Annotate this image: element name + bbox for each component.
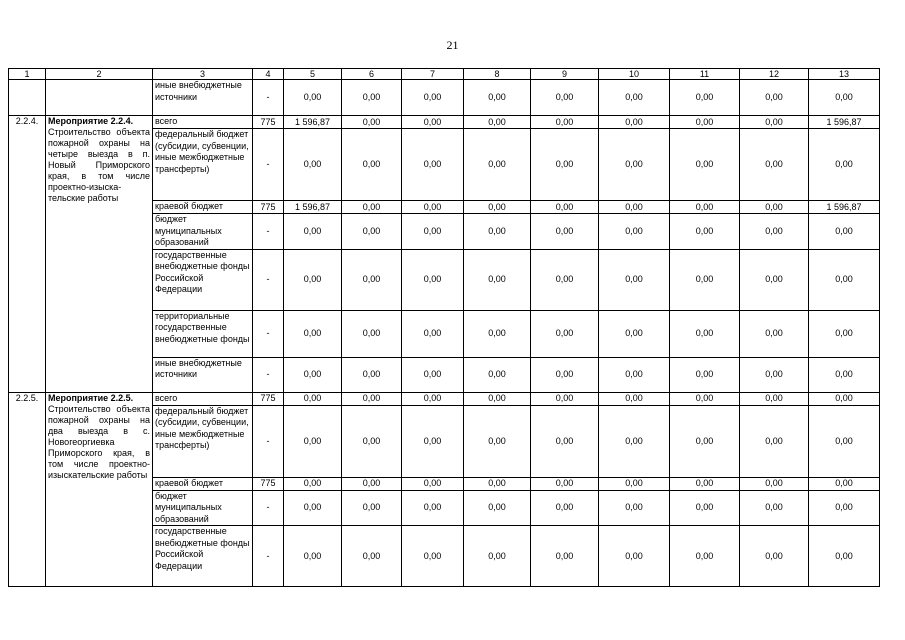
amount-cell: 0,00: [809, 80, 880, 116]
funding-source: бюджет муниципальных образований: [153, 490, 253, 526]
amount-cell: 0,00: [531, 357, 599, 392]
amount-cell: 0,00: [464, 116, 531, 129]
amount-cell: 0,00: [464, 80, 531, 116]
budget-code: -: [253, 310, 284, 357]
amount-cell: 0,00: [402, 201, 464, 214]
column-header: 3: [153, 69, 253, 80]
amount-cell: 0,00: [464, 129, 531, 201]
column-header: 9: [531, 69, 599, 80]
amount-cell: 0,00: [531, 116, 599, 129]
amount-cell: 0,00: [284, 526, 342, 587]
amount-cell: 0,00: [464, 405, 531, 477]
amount-cell: 0,00: [809, 214, 880, 250]
funding-source: государственные внебюджетные фонды Российской Федерации: [153, 526, 253, 587]
amount-cell: 1 596,87: [284, 116, 342, 129]
amount-cell: 0,00: [531, 526, 599, 587]
amount-cell: 0,00: [599, 490, 670, 526]
budget-code: 775: [253, 116, 284, 129]
activity-description: [46, 392, 153, 587]
amount-cell: 0,00: [402, 80, 464, 116]
amount-cell: 0,00: [740, 490, 809, 526]
amount-cell: 1 596,87: [809, 116, 880, 129]
funding-source: иные внебюджетные источники: [153, 357, 253, 392]
budget-code: -: [253, 526, 284, 587]
amount-cell: 0,00: [740, 249, 809, 310]
amount-cell: 0,00: [464, 214, 531, 250]
amount-cell: 0,00: [402, 129, 464, 201]
amount-cell: 0,00: [599, 249, 670, 310]
column-header: 6: [342, 69, 402, 80]
amount-cell: 0,00: [670, 405, 740, 477]
amount-cell: 0,00: [284, 310, 342, 357]
amount-cell: 0,00: [670, 249, 740, 310]
funding-source: иные внебюджетные источники: [153, 80, 253, 116]
amount-cell: 0,00: [284, 490, 342, 526]
amount-cell: 0,00: [402, 526, 464, 587]
amount-cell: 0,00: [809, 129, 880, 201]
amount-cell: 0,00: [531, 392, 599, 405]
funding-source: краевой бюджет: [153, 477, 253, 490]
amount-cell: 0,00: [342, 80, 402, 116]
amount-cell: 0,00: [464, 526, 531, 587]
header-row: [9, 69, 880, 80]
amount-cell: 0,00: [531, 249, 599, 310]
amount-cell: 0,00: [284, 129, 342, 201]
amount-cell: 0,00: [740, 526, 809, 587]
budget-code: -: [253, 80, 284, 116]
amount-cell: 0,00: [599, 80, 670, 116]
amount-cell: 0,00: [402, 310, 464, 357]
amount-cell: 0,00: [670, 490, 740, 526]
amount-cell: 0,00: [464, 392, 531, 405]
amount-cell: 0,00: [599, 129, 670, 201]
budget-code: 775: [253, 477, 284, 490]
amount-cell: 0,00: [740, 201, 809, 214]
column-header: 5: [284, 69, 342, 80]
amount-cell: 0,00: [599, 526, 670, 587]
amount-cell: 0,00: [670, 357, 740, 392]
activity-id: 2.2.4.: [9, 116, 46, 393]
amount-cell: 0,00: [670, 214, 740, 250]
amount-cell: 0,00: [531, 490, 599, 526]
amount-cell: 0,00: [531, 201, 599, 214]
amount-cell: 0,00: [402, 116, 464, 129]
amount-cell: 0,00: [342, 310, 402, 357]
amount-cell: 0,00: [342, 249, 402, 310]
funding-source: всего: [153, 392, 253, 405]
amount-cell: 0,00: [531, 80, 599, 116]
amount-cell: 0,00: [809, 477, 880, 490]
amount-cell: 0,00: [284, 357, 342, 392]
amount-cell: 0,00: [809, 526, 880, 587]
amount-cell: 0,00: [670, 477, 740, 490]
amount-cell: 0,00: [531, 477, 599, 490]
amount-cell: 0,00: [740, 477, 809, 490]
amount-cell: 1 596,87: [284, 201, 342, 214]
amount-cell: 0,00: [740, 392, 809, 405]
amount-cell: 0,00: [342, 477, 402, 490]
column-header: 13: [809, 69, 880, 80]
amount-cell: 0,00: [740, 80, 809, 116]
budget-code: -: [253, 490, 284, 526]
budget-code: -: [253, 249, 284, 310]
column-header: 7: [402, 69, 464, 80]
column-header: 12: [740, 69, 809, 80]
amount-cell: 0,00: [670, 310, 740, 357]
amount-cell: 0,00: [531, 405, 599, 477]
amount-cell: 0,00: [809, 357, 880, 392]
amount-cell: 0,00: [740, 310, 809, 357]
amount-cell: 0,00: [531, 310, 599, 357]
amount-cell: 0,00: [464, 310, 531, 357]
budget-code: -: [253, 357, 284, 392]
amount-cell: 0,00: [809, 405, 880, 477]
amount-cell: 0,00: [284, 477, 342, 490]
amount-cell: 0,00: [740, 129, 809, 201]
amount-cell: 0,00: [599, 392, 670, 405]
budget-table: [8, 68, 880, 587]
activity-text: Строительство объекта пожарной охраны на два выезда в с. Новогеоргиевка Приморского края, в том числе проектно-изыскательские работы: [48, 403, 150, 480]
amount-cell: 0,00: [284, 214, 342, 250]
amount-cell: 0,00: [342, 214, 402, 250]
amount-cell: 0,00: [284, 405, 342, 477]
amount-cell: 0,00: [740, 405, 809, 477]
budget-code: -: [253, 405, 284, 477]
amount-cell: 0,00: [402, 392, 464, 405]
amount-cell: 0,00: [464, 477, 531, 490]
amount-cell: 0,00: [670, 129, 740, 201]
amount-cell: 0,00: [531, 129, 599, 201]
amount-cell: 0,00: [809, 310, 880, 357]
amount-cell: 0,00: [599, 310, 670, 357]
column-header: 2: [46, 69, 153, 80]
amount-cell: 0,00: [599, 477, 670, 490]
column-header: 11: [670, 69, 740, 80]
amount-cell: 0,00: [670, 80, 740, 116]
amount-cell: 0,00: [740, 357, 809, 392]
amount-cell: 0,00: [670, 526, 740, 587]
amount-cell: 0,00: [402, 405, 464, 477]
funding-source: бюджет муниципальных образований: [153, 214, 253, 250]
amount-cell: 0,00: [342, 392, 402, 405]
amount-cell: 0,00: [464, 201, 531, 214]
amount-cell: 0,00: [464, 490, 531, 526]
funding-source: краевой бюджет: [153, 201, 253, 214]
amount-cell: 0,00: [740, 214, 809, 250]
funding-source: государственные внебюджетные фонды Российской Федерации: [153, 249, 253, 310]
amount-cell: 0,00: [342, 526, 402, 587]
amount-cell: 0,00: [402, 357, 464, 392]
amount-cell: 0,00: [740, 116, 809, 129]
funding-source: всего: [153, 116, 253, 129]
amount-cell: 0,00: [599, 214, 670, 250]
activity-title: Мероприятие 2.2.4.: [48, 116, 134, 126]
amount-cell: 0,00: [670, 116, 740, 129]
funding-source: территориальные государственные внебюджетные фонды: [153, 310, 253, 357]
amount-cell: 0,00: [809, 392, 880, 405]
amount-cell: 0,00: [402, 249, 464, 310]
amount-cell: 0,00: [599, 201, 670, 214]
budget-code: 775: [253, 201, 284, 214]
amount-cell: 0,00: [342, 357, 402, 392]
activity-id: 2.2.5.: [9, 392, 46, 587]
amount-cell: 0,00: [402, 477, 464, 490]
amount-cell: 0,00: [342, 129, 402, 201]
activity-title: Мероприятие 2.2.5.: [48, 392, 134, 403]
amount-cell: 0,00: [342, 116, 402, 129]
amount-cell: 0,00: [402, 214, 464, 250]
column-header: 4: [253, 69, 284, 80]
amount-cell: 0,00: [284, 80, 342, 116]
amount-cell: 0,00: [599, 116, 670, 129]
amount-cell: 0,00: [809, 490, 880, 526]
amount-cell: 0,00: [809, 249, 880, 310]
amount-cell: 0,00: [284, 392, 342, 405]
amount-cell: 0,00: [599, 357, 670, 392]
funding-source: федеральный бюджет (субсидии, субвенции, иные межбюджетные трансферты): [153, 405, 253, 477]
page-number: 21: [446, 38, 459, 52]
amount-cell: 0,00: [342, 201, 402, 214]
amount-cell: 0,00: [670, 392, 740, 405]
amount-cell: 0,00: [464, 357, 531, 392]
amount-cell: 0,00: [342, 405, 402, 477]
table-row: [9, 392, 880, 405]
activity-text: Строительство объекта пожарной охраны на четыре выезда в п. Новый Приморского края, в том числе проектно-изыска-тельские работы: [48, 127, 150, 203]
funding-source: федеральный бюджет (субсидии, субвенции, иные межбюджетные трансферты): [153, 129, 253, 201]
amount-cell: 0,00: [670, 201, 740, 214]
amount-cell: 0,00: [402, 490, 464, 526]
table-row: [9, 116, 880, 129]
column-header: 10: [599, 69, 670, 80]
amount-cell: 0,00: [599, 405, 670, 477]
table-row: [9, 80, 880, 116]
id-cell: [9, 80, 46, 116]
column-header: 1: [9, 69, 46, 80]
activity-description: [46, 116, 153, 393]
amount-cell: 0,00: [342, 490, 402, 526]
description-cell: [46, 80, 153, 116]
budget-code: -: [253, 214, 284, 250]
amount-cell: 0,00: [531, 214, 599, 250]
budget-code: 775: [253, 392, 284, 405]
amount-cell: 1 596,87: [809, 201, 880, 214]
column-header: 8: [464, 69, 531, 80]
amount-cell: 0,00: [464, 249, 531, 310]
budget-code: -: [253, 129, 284, 201]
amount-cell: 0,00: [284, 249, 342, 310]
